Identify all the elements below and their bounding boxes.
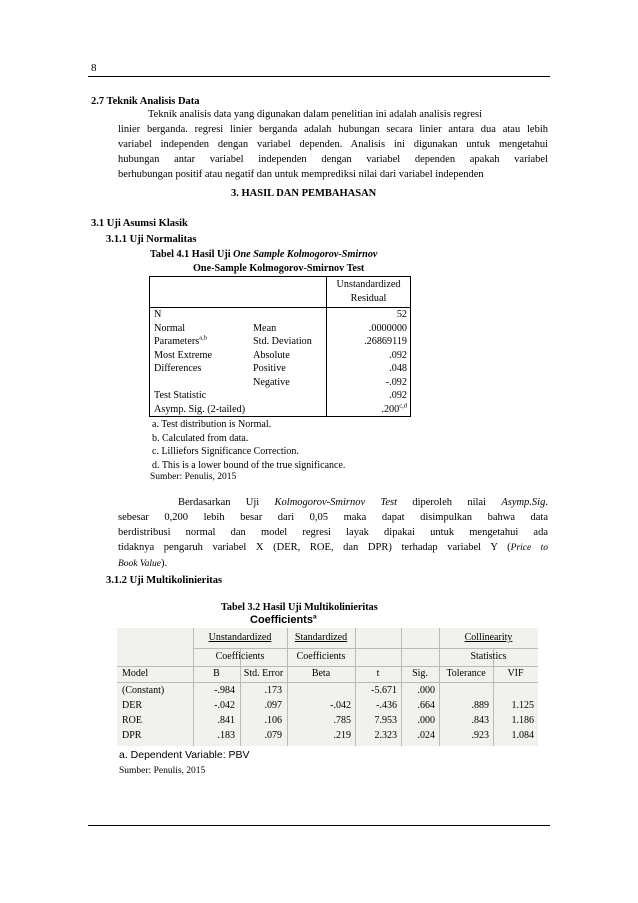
row-model: ROE: [122, 715, 142, 726]
ks-paragraph: [118, 495, 548, 572]
parameters-text: Parameters: [154, 336, 200, 347]
row-b: .841: [217, 715, 235, 726]
col-header-vif: VIF: [507, 668, 524, 679]
table-3-2-source: Sumber: Penulis, 2015: [119, 766, 206, 776]
col-header-beta: Beta: [311, 668, 331, 679]
ks-test-table: [149, 276, 411, 417]
col-header-model: Model: [122, 668, 149, 679]
row-vif: 1.186: [511, 715, 534, 726]
paragraph-line: linier berganda. regresi linier berganda adalah hubungan secara linier antara dua atau lebih: [118, 124, 548, 135]
ks-header-row: [150, 277, 410, 308]
coefficients-title: [250, 614, 317, 626]
text-run: tidaknya pengaruh variabel X (DER, ROE, dan DPR) terhadap variabel Y (: [118, 542, 511, 553]
ks-body: [150, 308, 410, 416]
asymp-sup: c,d: [399, 402, 407, 410]
section-3-1-2-heading: 3.1.2 Uji Multikolinieritas: [106, 575, 223, 586]
row-model: DER: [122, 700, 142, 711]
asymp-value: [381, 403, 407, 417]
grid-line: [193, 648, 538, 649]
n-label: N: [154, 309, 162, 320]
row-beta: -.042: [330, 700, 351, 711]
row-t: -5.671: [371, 685, 397, 696]
column-divider: [326, 308, 327, 416]
unstandardized-residual-header: [326, 277, 410, 307]
section-3-heading: 3. HASIL DAN PEMBAHASAN: [231, 188, 377, 199]
section-2-7-heading: 2.7 Teknik Analisis Data: [91, 96, 200, 107]
coefficients-footnote: a. Dependent Variable: PBV: [119, 749, 250, 761]
row-se: .106: [264, 715, 282, 726]
table-note: a. Test distribution is Normal.: [152, 419, 272, 430]
table-note: c. Lilliefors Significance Correction.: [152, 446, 299, 457]
table-note: d. This is a lower bound of the true significance.: [152, 459, 346, 471]
col-header-sig: Sig.: [412, 668, 428, 679]
table-4-1-caption: [150, 249, 377, 260]
grid-line: [117, 666, 538, 667]
absolute-value: .092: [389, 349, 407, 361]
test-stat-label: Test Statistic: [154, 390, 207, 401]
row-t: 7.953: [374, 715, 397, 726]
col-header-std-error: Std. Error: [243, 668, 284, 679]
test-stat-value: .092: [389, 390, 407, 401]
coll-header-2: Statistics: [470, 651, 507, 662]
row-se: .079: [264, 730, 282, 741]
row-tolerance: .843: [471, 715, 489, 726]
coefficients-table: [117, 628, 538, 746]
section-2-7-paragraph: [118, 107, 548, 182]
section-3-1-heading: 3.1 Uji Asumsi Klasik: [91, 218, 188, 229]
row-sig: .664: [417, 700, 435, 711]
col-header-t: t: [376, 668, 380, 679]
n-value: 52: [396, 309, 407, 320]
caption-italic: One Sample Kolmogorov-Smirnov: [233, 249, 378, 260]
paragraph-line: variabel independen dengan variabel dependen. Analisis ini digunakan untuk mengetahui: [118, 139, 548, 150]
paragraph-line: sebesar 0,200 lebih besar dari 0,05 maka dapat disimpulkan bahwa data: [118, 512, 548, 523]
row-sig: .000: [417, 685, 435, 696]
title-text: Coefficients: [250, 614, 313, 626]
col-header-b: B: [213, 668, 220, 679]
absolute-label: Absolute: [253, 349, 290, 361]
italic-run: Book Value: [118, 559, 162, 569]
page-number: 8: [91, 62, 97, 74]
row-model: (Constant): [122, 685, 165, 696]
table-3-2-caption: Tabel 3.2 Hasil Uji Multikolinieritas: [221, 602, 378, 613]
text-run: diperoleh nilai: [397, 497, 502, 508]
paragraph-line: berhubungan positif atau negatif dan untuk memprediksi nilai dari variabel independen: [118, 169, 484, 180]
row-vif: 1.125: [511, 700, 534, 711]
table-4-1-title: One-Sample Kolmogorov-Smirnov Test: [193, 263, 365, 274]
title-sup: a: [312, 613, 317, 621]
row-t: -.436: [376, 700, 397, 711]
footer-rule: [88, 825, 550, 826]
row-sig: .024: [417, 730, 435, 741]
coll-header-1: Collinearity: [464, 632, 513, 643]
positive-value: .048: [389, 363, 407, 374]
mean-label: Mean: [253, 322, 277, 334]
row-vif: 1.084: [511, 730, 534, 741]
asymp-value-text: .200: [381, 403, 400, 415]
unstd-header-1: Unstandardized: [208, 632, 272, 643]
differences-label: Differences: [154, 363, 202, 374]
paragraph-line: [118, 556, 548, 572]
italic-run: Asymp.Sig: [501, 497, 546, 508]
section-3-1-1-heading: 3.1.1 Uji Normalitas: [106, 234, 197, 245]
row-b: -.042: [214, 700, 235, 711]
text-run: ).: [161, 558, 168, 569]
row-beta: .219: [333, 730, 351, 741]
header-line: Residual: [350, 293, 387, 304]
sd-label: Std. Deviation: [253, 336, 312, 347]
row-tolerance: .889: [471, 700, 489, 711]
text-run: .: [545, 497, 548, 508]
row-model: DPR: [122, 730, 142, 741]
text-run: Berdasarkan Uji: [178, 497, 275, 508]
parameters-label: [154, 335, 207, 349]
col-header-tolerance: Tolerance: [446, 668, 486, 679]
table-note: b. Calculated from data.: [152, 432, 249, 444]
parameters-sup: a,b: [199, 334, 208, 342]
grid-line: [287, 628, 288, 746]
std-header-2: Coefficients: [296, 651, 346, 662]
table-4-1-source: Sumber: Penulis, 2015: [150, 472, 237, 482]
positive-label: Positive: [253, 363, 286, 374]
negative-label: Negative: [253, 376, 290, 388]
mean-value: .0000000: [368, 322, 407, 334]
extreme-label: Most Extreme: [154, 349, 213, 361]
row-beta: .785: [333, 715, 351, 726]
paragraph-line: [118, 495, 548, 510]
header-rule: [88, 76, 550, 77]
table-4-1-notes: [152, 418, 345, 472]
grid-line: [117, 682, 538, 683]
unstd-header-2: Coefficients: [215, 651, 265, 662]
paragraph-line: hubungan antar variabel independen dengan variabel dependen apakah variabel: [118, 154, 548, 165]
caption-text: Tabel 4.1 Hasil Uji: [150, 249, 234, 260]
negative-value: -.092: [385, 376, 407, 388]
header-line: Unstandardized: [336, 279, 401, 290]
row-b: -.984: [214, 685, 235, 696]
paragraph-line: berdistribusi normal dan model regresi layak dipakai untuk mengetahui ada: [118, 527, 548, 538]
italic-run: Price to: [510, 543, 548, 553]
asymp-label: Asymp. Sig. (2-tailed): [154, 403, 246, 415]
row-se: .097: [264, 700, 282, 711]
row-sig: .000: [417, 715, 435, 726]
paragraph-line: Teknik analisis data yang digunakan dalam penelitian ini adalah analisis regresi: [148, 109, 482, 120]
italic-run: Kolmogorov-Smirnov Test: [274, 497, 398, 508]
grid-line: [439, 628, 440, 746]
row-b: .183: [217, 730, 235, 741]
std-header-1: Standardized: [294, 632, 348, 643]
row-tolerance: .923: [471, 730, 489, 741]
sd-value: .26869119: [364, 336, 407, 347]
paragraph-line: [118, 540, 548, 556]
normal-label: Normal: [154, 322, 186, 334]
row-t: 2.323: [374, 730, 397, 741]
row-se: .173: [264, 685, 282, 696]
